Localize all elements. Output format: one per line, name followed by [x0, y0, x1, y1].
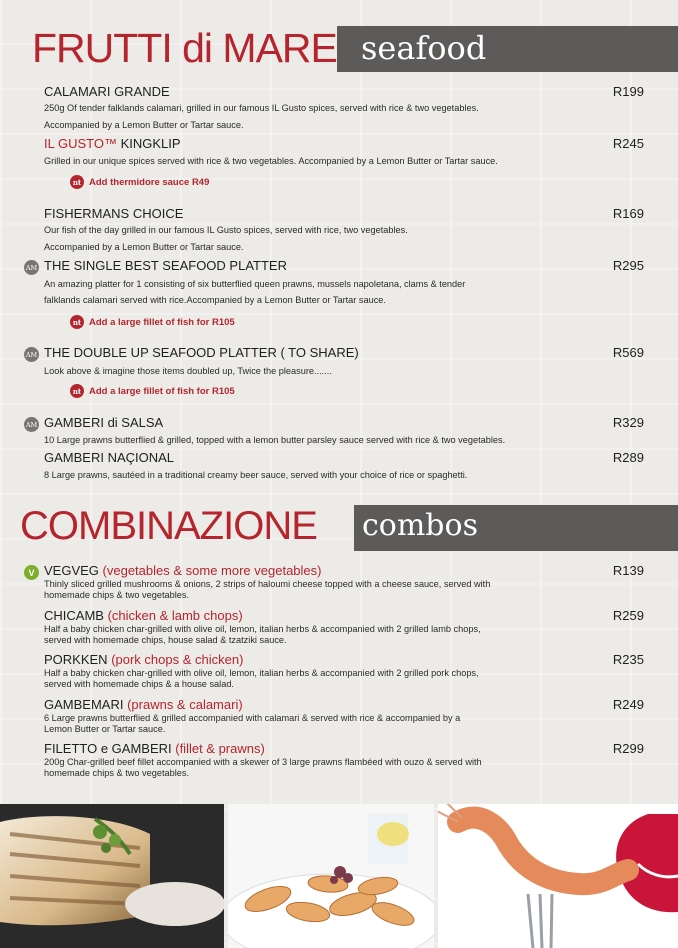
item-price: R259	[612, 608, 644, 623]
item-desc-2: served with homemade chips, house salad & tzatziki sauce.	[44, 635, 287, 645]
item-name	[44, 563, 644, 579]
item-name-main: VEGVEG	[44, 563, 103, 578]
item-desc-2: served with homemade chips & a house salad.	[44, 679, 234, 689]
item-name	[44, 136, 644, 152]
item-desc-2: Accompanied by a Lemon Butter or Tartar sauce.	[44, 242, 244, 252]
item-price: R295	[612, 258, 644, 273]
combos-band: combos	[354, 505, 678, 551]
addon-fish-fillet	[70, 315, 235, 329]
menu-item-fishermans-choice	[44, 206, 644, 253]
item-name: GAMBERI di SALSA	[44, 415, 164, 430]
item-name-sub: (chicken & lamb chops)	[107, 608, 243, 623]
item-name: CALAMARI GRANDE	[44, 84, 170, 99]
item-name: THE DOUBLE UP SEAFOOD PLATTER ( TO SHARE)	[44, 345, 359, 360]
addon-icon: nt	[70, 315, 84, 329]
menu-item-gamberi-salsa	[44, 415, 644, 447]
addon-thermidore	[70, 175, 209, 189]
item-name: THE SINGLE BEST SEAFOOD PLATTER	[44, 258, 287, 273]
item-name	[44, 697, 644, 713]
item-desc: Half a baby chicken char-grilled with olive oil, lemon, italian herbs & accompanied with 2 grilled pork chops,	[44, 668, 479, 678]
item-price: R299	[612, 741, 644, 756]
item-desc: An amazing platter for 1 consisting of six butterflied queen prawns, mussels napoletana, clams & tender	[44, 279, 466, 289]
item-price: R329	[612, 415, 644, 430]
item-desc-2: Lemon Butter or Tartar sauce.	[44, 724, 166, 734]
menu-item-vegveg	[44, 563, 644, 601]
item-name-main: GAMBEMARI	[44, 697, 128, 712]
menu-item-porkken	[44, 652, 644, 690]
item-name-brand: IL GUSTO™	[44, 136, 117, 151]
item-price: R199	[612, 84, 644, 99]
item-desc-2: falklands calamari served with rice.Accompanied by a Lemon Butter or Tartar sauce.	[44, 295, 386, 305]
item-name-sub: (prawns & calamari)	[127, 697, 243, 712]
addon-label: Add thermidore sauce R49	[89, 176, 210, 188]
item-desc: Thinly sliced grilled mushrooms & onions, 2 strips of haloumi cheese topped with a cheese sauce, served with	[44, 579, 491, 589]
item-name-main: CHICAMB	[44, 608, 108, 623]
item-name: GAMBERI NAÇIONAL	[44, 450, 175, 465]
menu-item-gamberi-nacional	[44, 450, 644, 482]
item-name	[44, 741, 644, 757]
item-desc: 10 Large prawns butterflied & grilled, topped with a lemon butter parsley sauce served with rice & two vegetables.	[44, 435, 506, 445]
signature-mark-icon: AM	[24, 417, 39, 432]
item-name: FISHERMANS CHOICE	[44, 206, 184, 221]
item-name-sub: (pork chops & chicken)	[111, 652, 244, 667]
item-desc: 250g Of tender falklands calamari, grilled in our famous IL Gusto spices, served with rice & two vegetables.	[44, 103, 479, 113]
item-price: R235	[612, 652, 644, 667]
item-price: R245	[612, 136, 644, 151]
item-desc: Look above & imagine those items doubled up, Twice the pleasure.......	[44, 366, 332, 376]
grilled-fish-photo	[0, 804, 224, 948]
addon-icon: nt	[70, 175, 84, 189]
addon-icon: nt	[70, 384, 84, 398]
seafood-band: seafood	[337, 26, 678, 72]
item-price: R289	[612, 450, 644, 465]
addon-fish-fillet	[70, 384, 235, 398]
item-desc: Grilled in our unique spices served with rice & two vegetables. Accompanied by a Lemon Butter or Tartar sauce.	[44, 156, 498, 166]
item-desc: Half a baby chicken char-grilled with olive oil, lemon, italian herbs & accompanied with 2 grilled lamb chops,	[44, 624, 481, 634]
item-price: R569	[612, 345, 644, 360]
item-price: R249	[612, 697, 644, 712]
menu-item-chicamb	[44, 608, 644, 646]
signature-mark-icon: AM	[24, 347, 39, 362]
item-name-sub: (vegetables & some more vegetables)	[102, 563, 322, 578]
item-name-sub: (fillet & prawns)	[175, 741, 265, 756]
item-name-main: PORKKEN	[44, 652, 112, 667]
photo-strip	[0, 804, 678, 948]
item-name-rest: KINGKLIP	[116, 136, 181, 151]
menu-item-calamari-grande	[44, 84, 644, 131]
menu-item-gambemari	[44, 697, 644, 735]
item-desc: 8 Large prawns, sautéed in a traditional creamy beer sauce, served with your choice of rice or spaghetti.	[44, 470, 468, 480]
seafood-header	[0, 26, 678, 76]
menu-item-filetto-gamberi	[44, 741, 644, 779]
menu-item-single-platter	[44, 258, 644, 306]
item-name-main: FILETTO e GAMBERI	[44, 741, 176, 756]
item-price: R169	[612, 206, 644, 221]
item-desc: 6 Large prawns butterflied & grilled accompanied with calamari & served with rice & accompanied by a	[44, 713, 461, 723]
item-desc-2: Accompanied by a Lemon Butter or Tartar sauce.	[44, 120, 244, 130]
item-desc: 200g Char-grilled beef fillet accompanied with a skewer of 3 large prawns flambéed with ouzo & served with	[44, 757, 482, 767]
addon-label: Add a large fillet of fish for R105	[89, 385, 235, 397]
combos-header	[0, 504, 678, 554]
prawn-lips-photo	[438, 804, 678, 948]
menu-item-double-platter	[44, 345, 644, 378]
combos-title: COMBINAZIONE	[20, 504, 317, 548]
item-name	[44, 652, 644, 668]
item-name	[44, 608, 644, 624]
item-desc: Our fish of the day grilled in our famous IL Gusto spices, served with rice, two vegetables.	[44, 225, 408, 235]
menu-item-kingklip	[44, 136, 644, 168]
item-desc-2: homemade chips & two vegetables.	[44, 768, 190, 778]
calamari-plate-photo	[228, 804, 434, 948]
addon-label: Add a large fillet of fish for R105	[89, 316, 235, 328]
seafood-title: FRUTTI di MARE	[32, 25, 337, 71]
item-desc-2: homemade chips & two vegetables.	[44, 590, 190, 600]
signature-mark-icon: AM	[24, 260, 39, 275]
vegetarian-icon: V	[24, 565, 39, 580]
item-price: R139	[612, 563, 644, 578]
